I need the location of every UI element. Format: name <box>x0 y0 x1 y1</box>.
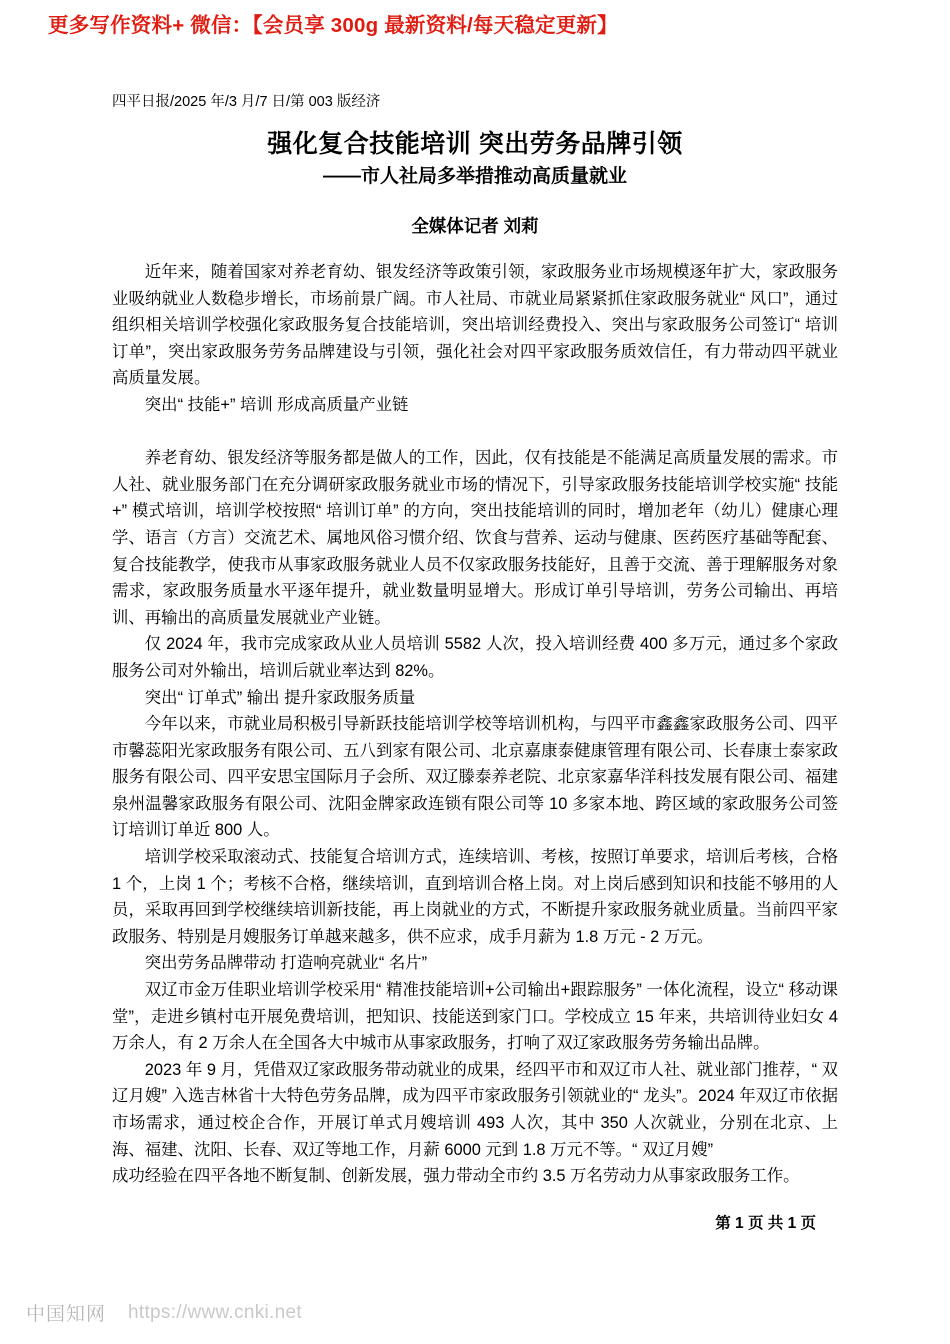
promo-banner: 更多写作资料+ 微信：【会员享 300g 最新资料/每天稳定更新】 <box>48 14 618 37</box>
source-citation: 四平日报/2025 年/3 月/7 日/第 003 版经济 <box>112 94 381 110</box>
section-subheading: 突出劳务品牌带动 打造响亮就业“ 名片” <box>144 954 428 973</box>
section-subheading: 突出“ 订单式” 输出 提升家政服务质量 <box>144 688 416 707</box>
body-paragraph: 仅 2024 年，我市完成家政从业人员培训 5582 人次，投入培训经费 400 多万元，通过多个家政服务公司对外输出，培训后就业率达到 82%。 <box>112 635 838 680</box>
page-number-footer: 第 1 页 共 1 页 <box>715 1214 816 1232</box>
page-subtitle: ——市人社局多举措推动高质量就业 <box>322 166 627 187</box>
body-paragraph: 双辽市金万佳职业培训学校采用“ 精准技能培训+公司输出+跟踪服务” 一体化流程，设立“ 移动课堂”，走进乡镇村屯开展免费培训，把知识、技能送到家门口。学校成立 15 年来，共培训待业妇女 4 万余人，有 2 万余人在全国各大中城市从事家政服务，打响了双辽家政服务劳务输出品牌。 <box>112 981 838 1053</box>
body-paragraph: 培训学校采取滚动式、技能复合培训方式，连续培训、考核，按照订单要求，培训后考核，合格 1 个，上岗 1 个；考核不合格，继续培训，直到培训合格上岗。对上岗后感到知识和技能不够用的人员，采取再回到学校继续培训新技能，再上岗就业的方式，不断提升家政服务就业质量。当前四平家政服务、特别是月嫂服务订单越来越多，供不应求，成手月薪为 1.8 万元 - 2 万元。 <box>112 848 838 946</box>
article-content <box>112 259 838 1190</box>
cnki-logo-text: 中国知网 <box>26 1304 107 1325</box>
cnki-url-text: https://www.cnki.net <box>128 1301 302 1323</box>
body-paragraph: 养老育幼、银发经济等服务都是做人的工作，因此，仅有技能是不能满足高质量发展的需求。市人社、就业服务部门在充分调研家政服务就业市场的情况下，引导家政服务技能培训学校实施“ 技能+” 模式培训，培训学校按照“ 培训订单” 的方向，突出技能培训的同时，增加老年（幼儿）健康心理学、语言（方言）交流艺术、属地风俗习惯介绍、饮食与营养、运动与健康、医药医疗基础等配套、复合技能教学，使我市从事家政服务就业人员不仅家政服务技能好，且善于交流、善于理解服务对象需求，家政服务质量水平逐年提升，就业数量明显增大。形成订单引导培训，劳务公司输出、再培训、再输出的高质量发展就业产业链。 <box>112 449 838 627</box>
document-body <box>112 92 838 1236</box>
page-title: 强化复合技能培训 突出劳务品牌引领 <box>267 130 683 158</box>
body-paragraph: 2023 年 9 月，凭借双辽家政服务带动就业的成果，经四平市和双辽市人社、就业部门推荐，“ 双辽月嫂” 入选吉林省十大特色劳务品牌，成为四平市家政服务引领就业的“ 龙头”。2024 年双辽市依据市场需求，通过校企合作，开展订单式月嫂培训 493 人次，其中 350 人次就业，分别在北京、上海、福建、沈阳、长春、双辽等地工作，月薪 6000 元到 1.8 万元不等。“ 双辽月嫂” <box>112 1060 838 1159</box>
cnki-watermark <box>26 1299 302 1326</box>
byline: 全媒体记者 刘莉 <box>411 216 539 236</box>
section-subheading: 突出“ 技能+” 培训 形成高质量产业链 <box>144 395 409 414</box>
paragraph-spacer <box>112 419 838 446</box>
body-paragraph: 成功经验在四平各地不断复制、创新发展，强力带动全市约 3.5 万名劳动力从事家政服务工作。 <box>112 1167 800 1186</box>
body-paragraph: 今年以来，市就业局积极引导新跃技能培训学校等培训机构，与四平市鑫鑫家政服务公司、四平市馨蕊阳光家政服务有限公司、五八到家有限公司、北京嘉康泰健康管理有限公司、长春康士泰家政服务有限公司、四平安思宝国际月子会所、双辽滕泰养老院、北京家嘉华洋科技发展有限公司、福建泉州温馨家政服务有限公司、沈阳金牌家政连锁有限公司等 10 多家本地、跨区域的家政服务公司签订培训订单近 800 人。 <box>112 715 838 840</box>
body-paragraph: 近年来，随着国家对养老育幼、银发经济等政策引领，家政服务业市场规模逐年扩大，家政服务业吸纳就业人数稳步增长，市场前景广阔。市人社局、市就业局紧紧抓住家政服务就业“ 风口”，通过组织相关培训学校强化家政服务复合技能培训，突出培训经费投入、突出与家政服务公司签订“ 培训订单”，突出家政服务劳务品牌建设与引领，强化社会对四平家政服务质效信任，有力带动四平就业高质量发展。 <box>112 263 838 388</box>
